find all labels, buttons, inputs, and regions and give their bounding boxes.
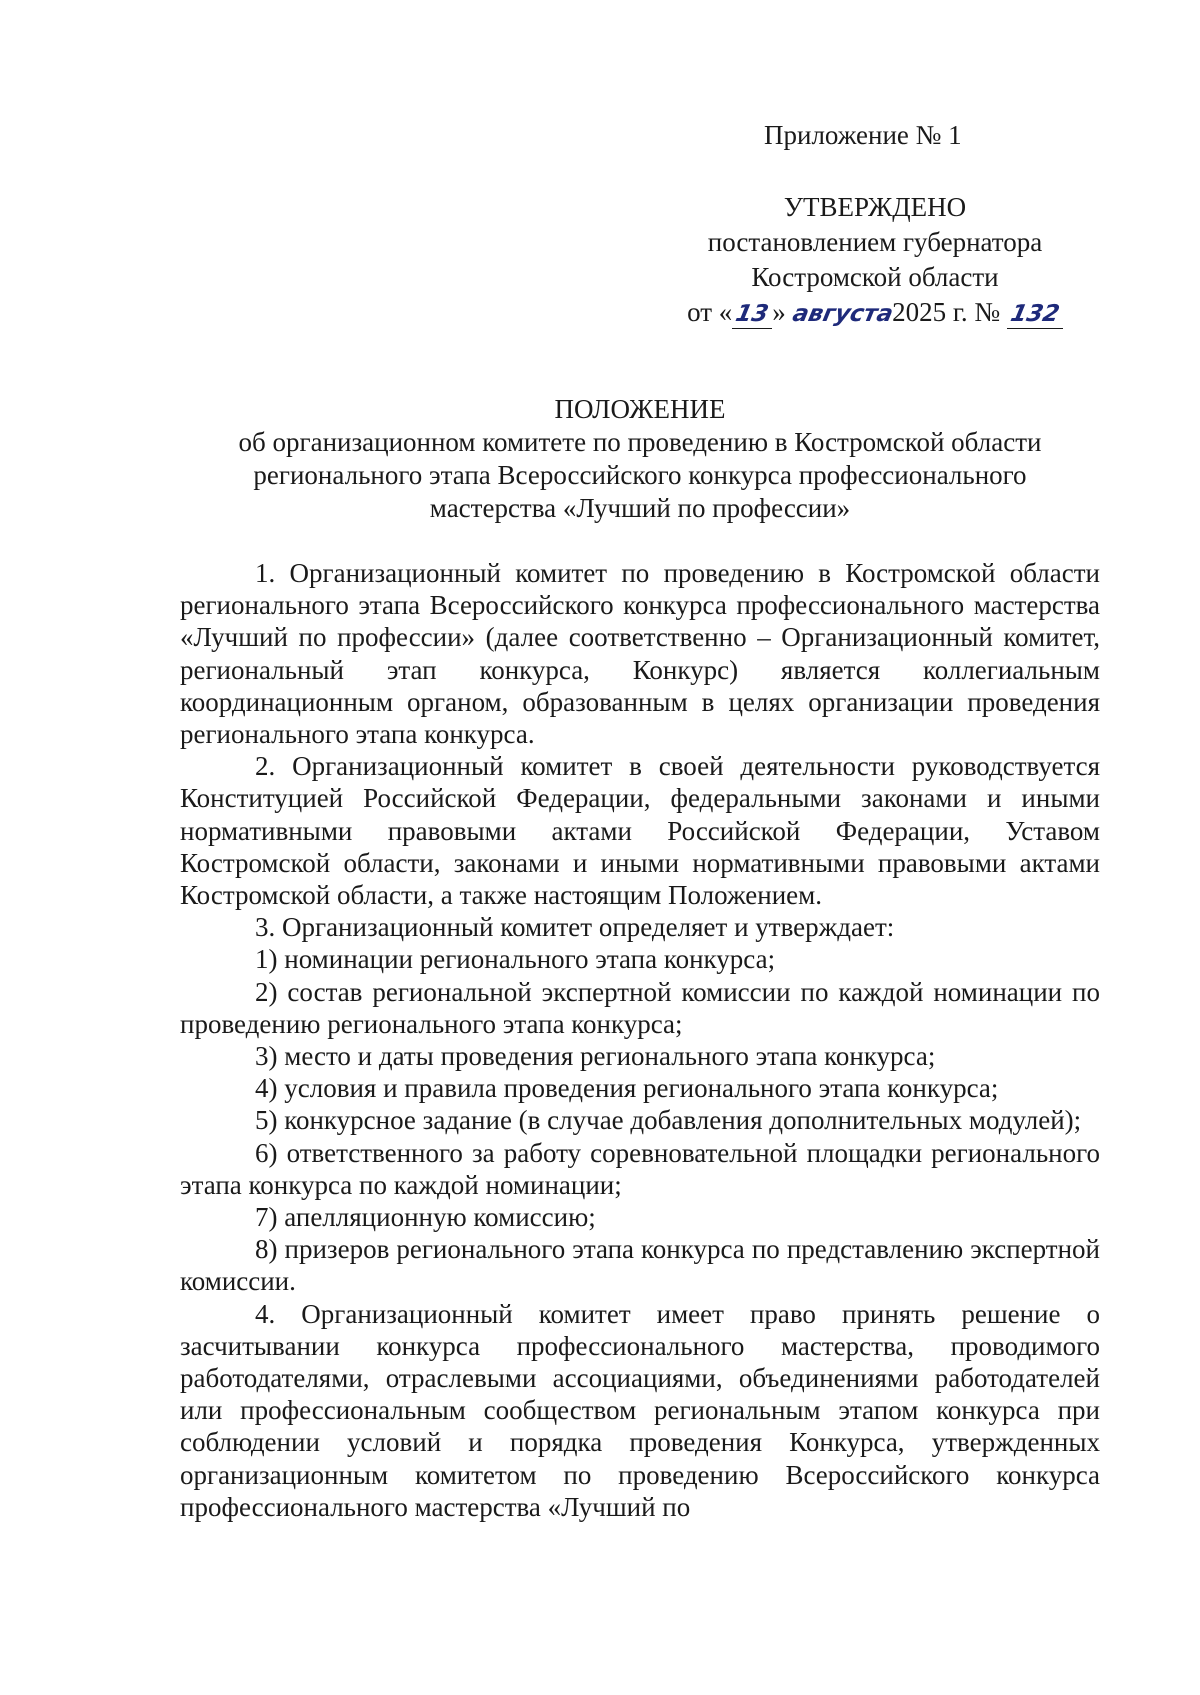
title-line-1: об организационном комитете по проведению в Костромской области <box>238 427 1042 457</box>
list-item-8: 8) призеров регионального этапа конкурса по представлению экспертной комиссии. <box>180 1234 1100 1297</box>
doc-number-field <box>1007 298 1063 329</box>
date-day-field <box>732 298 772 329</box>
approved-heading: УТВЕРЖДЕНО <box>783 192 967 222</box>
approved-by-line-1: постановлением губернатора <box>707 227 1043 257</box>
date-year: 2025 г. № <box>892 297 1001 327</box>
list-item-6: 6) ответственного за работу соревновательной площадки регионального этапа конкурса по каждой номинации; <box>180 1137 1100 1200</box>
doc-number-handwritten: 132 <box>1008 301 1062 327</box>
document-title <box>180 393 1100 525</box>
paragraph-3: 3. Организационный комитет определяет и утверждает: <box>255 912 895 943</box>
list-item-2: 2) состав региональной экспертной комиссии по каждой номинации по проведению регионального этапа конкурса; <box>180 976 1100 1039</box>
date-day-handwritten: 13 <box>733 301 772 327</box>
list-item-3: 3) место и даты проведения регионального этапа конкурса; <box>255 1041 936 1072</box>
date-quote-close: » <box>772 297 786 327</box>
date-prefix: от « <box>687 297 733 327</box>
paragraph-1: 1. Организационный комитет по проведению в Костромской области регионального этапа Всероссийского конкурса профессионального мастерства «Лучший по профессии» (далее соответственно – Организационный комитет, региональный этап конкурса, Конкурс) является коллегиальным координационным органом, образованным в целях организации проведения регионального этапа конкурса. <box>180 558 1100 750</box>
approval-date-line <box>640 295 1110 332</box>
title-heading: ПОЛОЖЕНИЕ <box>554 394 726 424</box>
paragraph-2: 2. Организационный комитет в своей деятельности руководствуется Конституцией Российской Федерации, федеральными законами и иными нормативными правовыми актами Российской Федерации, Уставом Костромской области, законами и иными нормативными правовыми актами Костромской области, а также настоящим Положением. <box>180 751 1100 911</box>
list-item-5: 5) конкурсное задание (в случае добавления дополнительных модулей); <box>255 1105 1082 1136</box>
list-item-1: 1) номинации регионального этапа конкурса; <box>255 944 776 975</box>
paragraph-4: 4. Организационный комитет имеет право принять решение о засчитывании конкурса профессионального мастерства, проводимого работодателями, отраслевыми ассоциациями, объединениями работодателей или профессиональным сообществом региональным этапом конкурса при соблюдении условий и порядка проведения Конкурса, утвержденных организационным комитетом по проведению Всероссийского конкурса профессионального мастерства «Лучший по <box>180 1298 1100 1522</box>
list-item-7: 7) апелляционную комиссию; <box>255 1202 596 1233</box>
date-month-handwritten: августа <box>789 301 895 327</box>
approved-by-line-2: Костромской области <box>751 262 999 292</box>
appendix-label: Приложение № 1 <box>764 120 962 150</box>
document-body <box>180 557 1100 1523</box>
approval-block <box>640 190 1110 332</box>
title-line-2: регионального этапа Всероссийского конкурса профессионального <box>253 460 1027 490</box>
title-line-3: мастерства «Лучший по профессии» <box>429 493 851 523</box>
list-item-4: 4) условия и правила проведения регионального этапа конкурса; <box>255 1073 999 1104</box>
